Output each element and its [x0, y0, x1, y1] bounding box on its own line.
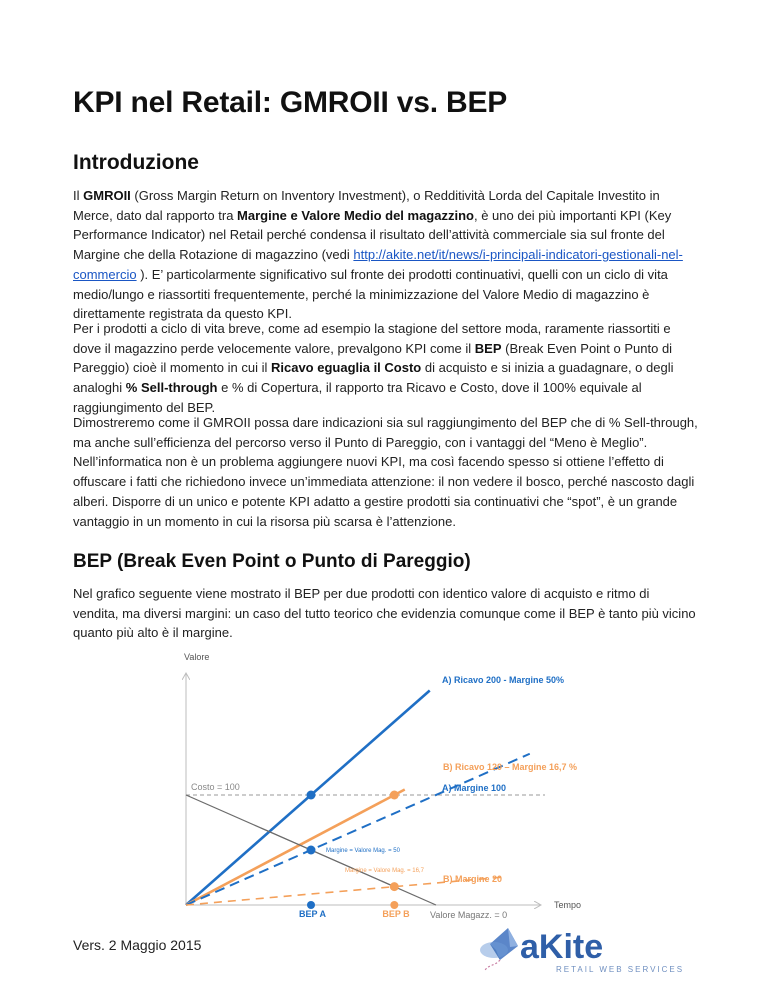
kite-icon: [480, 928, 518, 970]
bep-paragraph: Nel grafico seguente viene mostrato il BEP per due prodotti con identico valore di acquisto e ritmo di vendita, ma diversi margini: un caso del tutto teorico che evidenzia comunque come il BEP è tanto più vicino quanto più alto è il margine.: [73, 586, 696, 641]
series-label-b-margine: B) Margine 20: [443, 874, 503, 884]
bold-text: % Sell-through: [125, 380, 218, 396]
y-axis-label: Valore: [184, 652, 210, 662]
series-label-a-ricavo: A) Ricavo 200 - Margine 50%: [442, 675, 565, 685]
bep-b-axis-point: [390, 901, 398, 909]
bep-a-point: [307, 791, 316, 800]
annotation-point-a: Margine = Valore Mag. = 50: [326, 848, 400, 854]
bep-b-point: [390, 791, 399, 800]
bold-text: BEP: [474, 340, 502, 356]
bep-a-axis-point: [307, 901, 315, 909]
series-label-a-margine: A) Margine 100: [442, 783, 507, 793]
series-label-b-ricavo: B) Ricavo 120 – Margine 16,7 %: [443, 762, 578, 772]
bep-a-label: BEP A: [299, 909, 327, 919]
bep-b-label: BEP B: [382, 909, 410, 919]
version-footer: Vers. 2 Maggio 2015: [73, 937, 202, 953]
akite-logo: [470, 920, 700, 980]
bold-text: Margine e Valore Medio del magazzino: [237, 207, 474, 223]
cost-line-label: Costo = 100: [191, 782, 240, 792]
bold-text: Ricavo eguaglia il Costo: [270, 360, 422, 376]
bold-text: GMROII: [83, 188, 131, 203]
logo-text: aKite: [520, 928, 604, 966]
intro-paragraph-2: Per i prodotti a ciclo di vita breve, come ad esempio la stagione del settore moda, raramente riassortiti e dove il magazzino perde velocemente valore, prevalgono KPI come il BEP (Break Even Point o Punto di Pareggio) cioè il momento in cui il Ricavo eguaglia il Costo di acquisto e si inizia a guadagnare, o degli analoghi % Sell-through e % di Copertura, il rapporto tra Ricavo e Costo, dove il 100% equivale al raggiungimento del BEP.: [73, 321, 674, 415]
intro-paragraph-1: Il GMROII (Gross Margin Return on Inventory Investment), o Redditività Lorda del Capitale Investito in Merce, dato dal rapporto tra Margine e Valore Medio del magazzino, è uno dei più importanti KPI (Key Performance Indicator) nel Retail perché condensa il risultato dell’attività commerciale sia sul fronte del Margine che della Rotazione di magazzino (vedi http://akite.net/it/news/i-principali-indicatori-gestionali-nel-commercio ). E’ particolarmente significativo sul fronte dei prodotti continuativi, quelli con un ciclo di vita medio/lungo e riassortiti frequentemente, perché la minimizzazione del Valore Medio di magazzino è direttamente registrata da questo KPI.: [73, 188, 683, 322]
document-title: KPI nel Retail: GMROII vs. BEP: [73, 86, 508, 119]
x-axis-label: Tempo: [554, 900, 582, 910]
margin-equal-b-point: [390, 882, 399, 891]
intro-paragraph-3: Dimostreremo come il GMROII possa dare indicazioni sia sul raggiungimento del BEP che di % Sell-through, ma anche sull’efficienza del percorso verso il Punto di Pareggio, con i vantaggi del “Meno è Meglio”. Nell’informatica non è un problema aggiungere nuovi KPI, ma così facendo spesso si ottiene l’effetto di offuscare i fatti che richiedono invece un’immediata attenzione: il non vedere il bosco, perché nascosto dagli alberi. Disporre di un unico e potente KPI adatto a gestire prodotti sia continuativi che “spot”, è un grande vantaggio in un momento in cui la risorsa più scarsa è l’attenzione.: [73, 415, 698, 529]
annotation-point-b: Margine = Valore Mag. = 16,7: [345, 868, 424, 874]
series-label-stock: Valore Magazz. = 0: [430, 910, 508, 920]
margin-equal-a-point: [307, 846, 316, 855]
section-heading-intro: Introduzione: [73, 151, 199, 174]
reference-link[interactable]: http://akite.net/it/news/i-principali-indicatori-gestionali-nel-commercio: [73, 247, 683, 282]
section-heading-bep: BEP (Break Even Point o Punto di Pareggio): [73, 551, 471, 572]
stock-line-b: [261, 828, 436, 905]
logo-subtitle: RETAIL WEB SERVICES: [556, 965, 685, 974]
